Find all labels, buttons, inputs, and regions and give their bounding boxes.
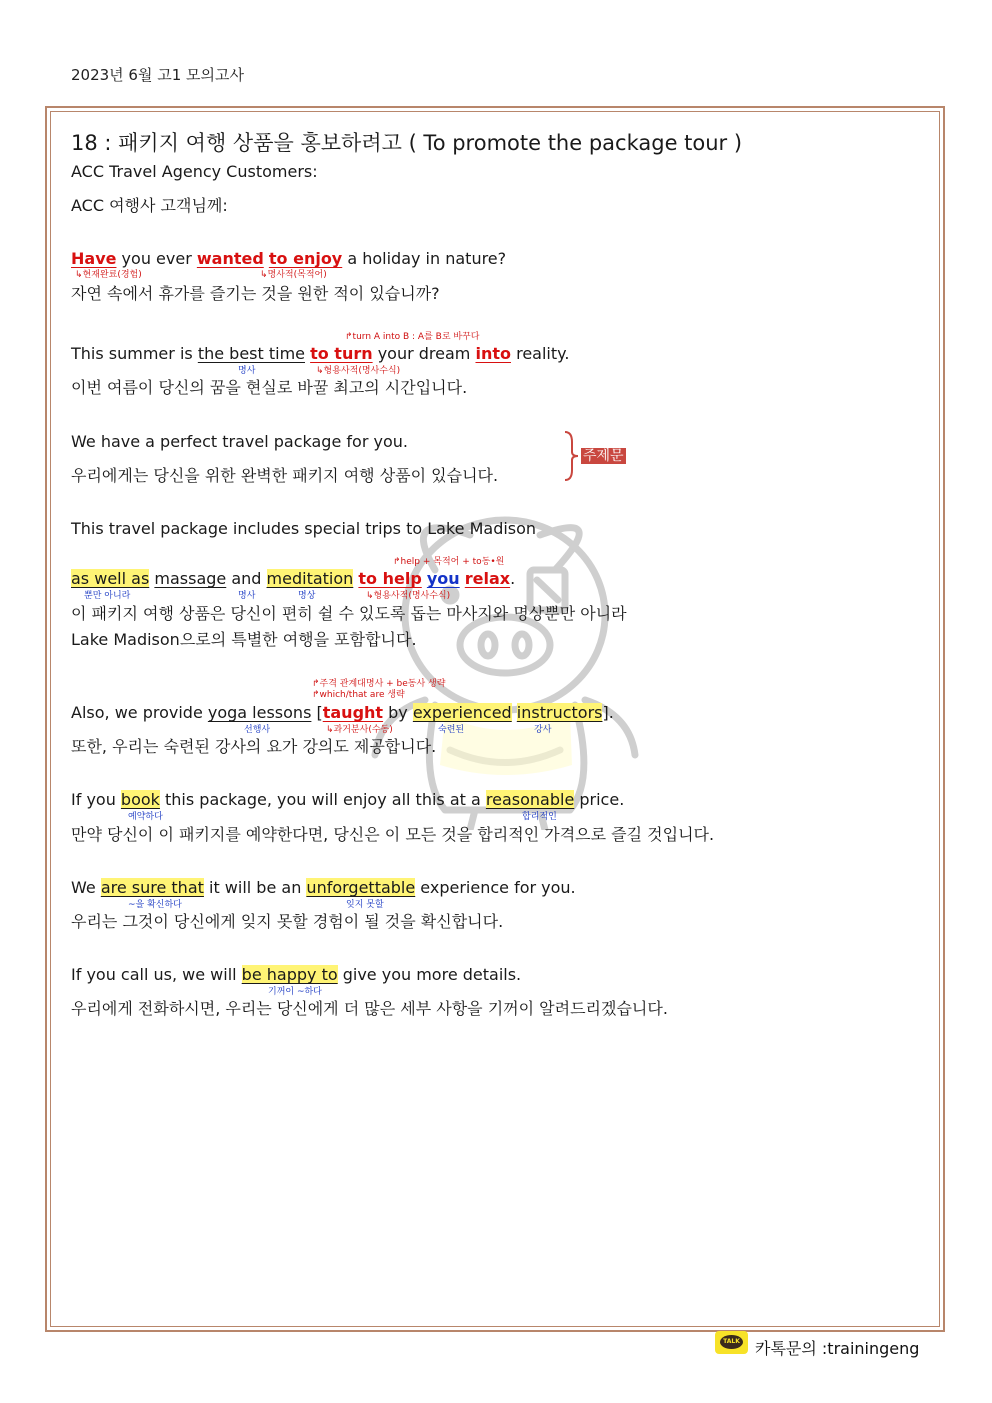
- text-fragment: price.: [574, 790, 625, 809]
- text-fragment: We: [71, 878, 101, 897]
- text-fragment: your dream: [372, 344, 476, 363]
- note-turn-into: ↱turn A into B : A를 B로 바꾸다: [345, 332, 480, 342]
- question-title: 18 : 패키지 여행 상품을 홍보하려고 ( To promote the package tour ): [71, 131, 743, 155]
- kakao-talk-label: TALK: [720, 1335, 743, 1349]
- brace-icon: [562, 430, 580, 482]
- sentence-7-en: [71, 790, 624, 810]
- sentence-9-en: [71, 965, 521, 985]
- note-yoga: 선행사: [244, 725, 271, 735]
- note-as-well-as: 뿐만 아니라: [84, 591, 131, 601]
- note-to-turn: ↳형용사적(명사수식): [316, 366, 401, 376]
- sentence-7-ko: 만약 당신이 이 패키지를 예약한다면, 당신은 이 모든 것을 합리적인 가격으로 즐길 것입니다.: [71, 825, 715, 844]
- note-reasonable: 합리적인: [522, 812, 557, 822]
- phrase-be-happy-to: be happy to: [241, 965, 338, 984]
- sentence-8-ko: 우리는 그것이 당신에게 잊지 못할 경험이 될 것을 확신합니다.: [71, 912, 504, 931]
- text-fragment: Also, we provide: [71, 703, 208, 722]
- text-fragment: you ever: [116, 249, 197, 268]
- word-to-help: to help: [358, 569, 422, 588]
- note-to-help: ↳형용사적(명사수식): [366, 591, 451, 601]
- phrase-best-time: the best time: [197, 344, 305, 363]
- word-reasonable: reasonable: [485, 790, 575, 809]
- note-taught: ↳과거분사(수동): [326, 725, 393, 735]
- sentence-3-ko: 우리에게는 당신을 위한 완벽한 패키지 여행 상품이 있습니다.: [71, 466, 499, 485]
- sentence-2-ko: 이번 여름이 당신의 꿈을 현실로 바꿀 최고의 시간입니다.: [71, 378, 468, 397]
- sentence-8-en: [71, 878, 576, 898]
- note-are-sure: ~을 확신하다: [128, 900, 182, 910]
- text-fragment: .: [510, 569, 516, 588]
- text-fragment: give you more details.: [337, 965, 522, 984]
- sentence-6-en: [71, 703, 614, 723]
- note-meditation: 명상: [298, 591, 316, 601]
- sentence-1-ko: 자연 속에서 휴가를 즐기는 것을 원한 적이 있습니까?: [71, 284, 440, 303]
- sentence-4-en: This travel package includes special trips to Lake Madison: [71, 519, 537, 538]
- sentence-6-ko: 또한, 우리는 숙련된 강사의 요가 강의도 제공합니다.: [71, 737, 437, 756]
- word-instructors: instructors: [516, 703, 603, 722]
- word-unforgettable: unforgettable: [306, 878, 416, 897]
- word-you: you: [426, 569, 460, 588]
- word-relax: relax: [464, 569, 511, 588]
- text-fragment: This summer is: [71, 344, 198, 363]
- sentence-5-ko-2: Lake Madison으로의 특별한 여행을 포함합니다.: [71, 630, 417, 649]
- phrase-as-well-as: as well as: [71, 569, 150, 588]
- greeting-en: ACC Travel Agency Customers:: [71, 162, 318, 181]
- text-fragment: If you: [71, 790, 121, 809]
- phrase-yoga-lessons: yoga lessons: [207, 703, 312, 722]
- word-into: into: [475, 344, 511, 363]
- note-experienced: 숙련된: [438, 725, 465, 735]
- word-to-turn: to turn: [310, 344, 373, 363]
- text-fragment: a holiday in nature?: [342, 249, 507, 268]
- text-fragment: ].: [602, 703, 614, 722]
- kakao-talk-icon: [715, 1331, 748, 1354]
- word-wanted: wanted: [196, 249, 264, 268]
- word-massage: massage: [154, 569, 227, 588]
- note-unforgettable: 잊지 못할: [346, 900, 384, 910]
- note-instructors: 강사: [534, 725, 552, 735]
- word-taught: taught: [322, 703, 384, 722]
- pig-watermark-icon: [340, 500, 670, 830]
- sentence-2-en: [71, 344, 569, 364]
- note-relative-2: ↱which/that are 생략: [312, 690, 405, 700]
- contact-text: 카톡문의 :trainingeng: [755, 1339, 920, 1358]
- note-have: ↳현재완료(경험): [75, 270, 142, 280]
- theme-sentence-badge: 주제문: [583, 448, 624, 464]
- greeting-ko: ACC 여행사 고객님께:: [71, 196, 228, 215]
- note-to-enjoy: ↳명사적(목적어): [260, 270, 327, 280]
- word-book: book: [120, 790, 160, 809]
- text-fragment: and: [226, 569, 267, 588]
- note-relative-1: ↱주격 관계대명사 + be동사 생략: [312, 679, 446, 689]
- text-fragment: reality.: [511, 344, 570, 363]
- text-fragment: by: [383, 703, 413, 722]
- text-fragment: [: [311, 703, 323, 722]
- note-be-happy: 기꺼이 ~하다: [268, 987, 322, 997]
- note-best-time: 명사: [238, 366, 256, 376]
- text-fragment: it will be an: [203, 878, 307, 897]
- word-have: Have: [71, 249, 117, 268]
- note-massage: 명사: [238, 591, 256, 601]
- sentence-5-ko-1: 이 패키지 여행 상품은 당신이 편히 쉴 수 있도록 돕는 마사지와 명상뿐만 아니라: [71, 604, 627, 623]
- phrase-are-sure-that: are sure that: [100, 878, 204, 897]
- text-fragment: this package, you will enjoy all this at a: [159, 790, 486, 809]
- word-experienced: experienced: [412, 703, 512, 722]
- sentence-3-en: We have a perfect travel package for you.: [71, 432, 408, 451]
- text-fragment: experience for you.: [415, 878, 576, 897]
- word-meditation: meditation: [266, 569, 354, 588]
- sentence-1-en: [71, 249, 506, 269]
- text-fragment: If you call us, we will: [71, 965, 242, 984]
- exam-header: 2023년 6월 고1 모의고사: [71, 66, 244, 84]
- sentence-5-en: [71, 569, 515, 589]
- word-to-enjoy: to enjoy: [268, 249, 343, 268]
- note-help: ↱help + 목적어 + to동•원: [393, 557, 505, 567]
- sentence-9-ko: 우리에게 전화하시면, 우리는 당신에게 더 많은 세부 사항을 기꺼이 알려드리겠습니다.: [71, 999, 668, 1018]
- note-book: 예약하다: [128, 812, 163, 822]
